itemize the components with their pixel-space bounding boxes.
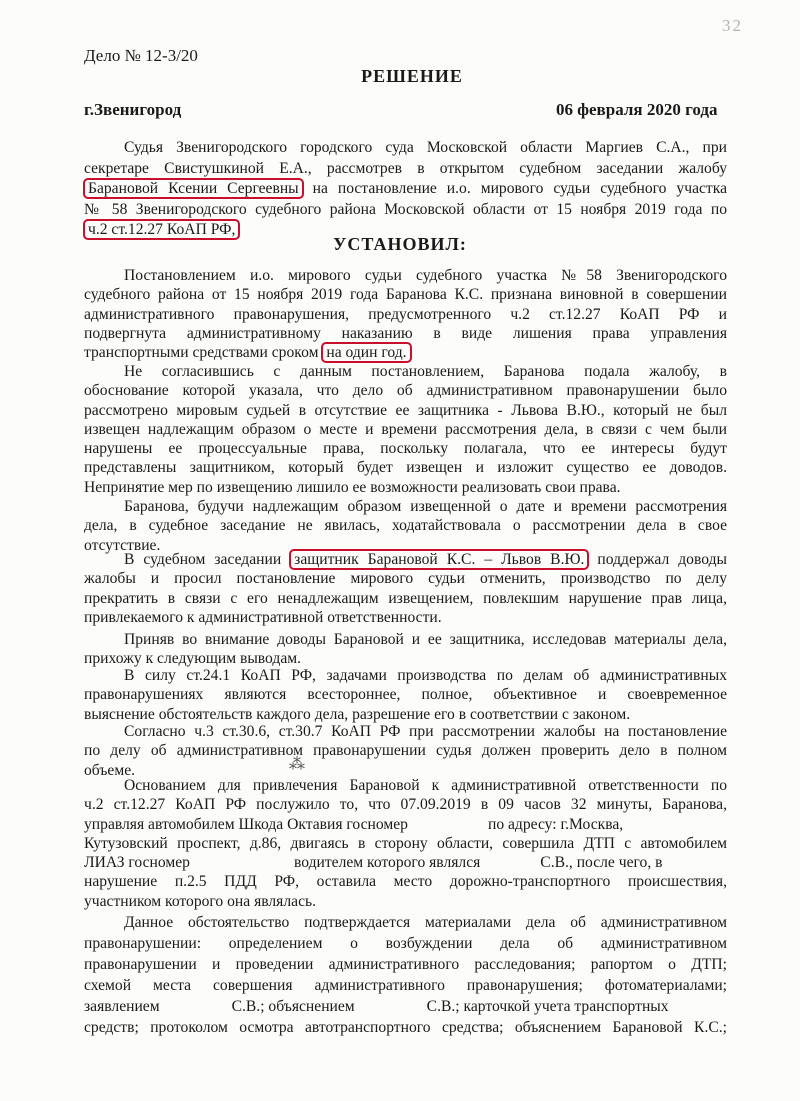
text-line: объеме. [84, 761, 136, 779]
decision-date: 06 февраля 2020 года [556, 100, 718, 119]
text-line: Приняв во внимание доводы Барановой и ее защитника, исследовав материалы дела, [124, 631, 727, 648]
paragraph [84, 912, 727, 1038]
text-line: Баранова, будучи надлежащим образом извещенной о дате и времени рассмотрения [124, 498, 727, 515]
case-number: Дело № 12-3/20 [84, 46, 198, 65]
text-line: обоснование которой указала, что дело об административном правонарушении было [84, 382, 727, 400]
text-fragment: С.В., после чего, в [540, 854, 663, 872]
highlight-penalty-term: на один год. [321, 342, 411, 363]
text-line: прекратить в связи с его ненадлежащим извещением, повлекшим нарушение прав лица, [84, 589, 727, 607]
text-fragment: по адресу: г.Москва, [487, 815, 624, 833]
text-line: ч.2 ст.12.27 КоАП РФ послужило то, что 07.09.2019 в 09 часов 32 минуты, Баранова, [84, 796, 727, 814]
paragraph [84, 497, 727, 555]
text-line: секретаре Свистушкиной Е.А., рассмотрев в открытом судебном заседании жалобу [84, 159, 727, 177]
paragraph [84, 776, 727, 911]
text-line: извещен надлежащим образом о месте и времени рассмотрения дела, в связи с чем были [84, 420, 727, 438]
text-line: привлекаемого к административной ответственности. [84, 608, 442, 626]
text-line: выяснение обстоятельств каждого дела, разрешение его в соответствии с законом. [84, 705, 631, 723]
text-line: Постановлением и.о. мирового судьи судебного участка №58 Звенигородского [124, 267, 727, 284]
text-line [84, 343, 727, 362]
text-line [84, 996, 727, 1017]
corner-mark: 32 [722, 16, 743, 35]
text-line: Не согласившись с данным постановлением, Баранова подала жалобу, в [124, 363, 727, 380]
text-fragment: заявлением [84, 998, 160, 1015]
text-line: судебного района от 15 ноября 2019 года Баранова К.С. признана виновной в совершении [84, 286, 727, 304]
paragraph [84, 630, 727, 669]
document-title: РЕШЕНИЕ [361, 66, 463, 86]
text-line [84, 853, 727, 872]
text-line: схемой места совершения административного правонарушения; фотоматериалами; [84, 977, 727, 994]
text-line: представлены защитником, который будет извещен и изложит существо ее доводов. [84, 459, 727, 477]
text-line: подвергнута административному наказанию в виде лишения права управления [84, 324, 727, 342]
section-heading: УСТАНОВИЛ: [333, 234, 467, 254]
text-line [84, 550, 727, 569]
highlight-applicant-name: Барановой Ксении Сергеевны [83, 178, 304, 199]
text-line [84, 179, 727, 200]
text-line: жалобы и просил постановление мирового судьи отменить, производство по делу [84, 570, 727, 588]
text-line: правонарушении: определением о возбуждении дела об административном [84, 935, 727, 952]
highlight-defender: защитник Барановой К.С. – Львов В.Ю. [289, 549, 589, 570]
highlight-article: ч.2 ст.12.27 КоАП РФ, [83, 219, 240, 240]
text-fragment: водителем которого являлся [293, 854, 481, 872]
text-line: средств; протоколом осмотра автотранспортного средства; объяснением Барановой К.С.; [84, 1019, 727, 1036]
paragraph [84, 666, 727, 724]
text-line: правонарушениях являются всестороннее, полное, объективное и своевременное [84, 686, 727, 704]
text-line: Основанием для привлечения Барановой к административной ответственности по [124, 777, 727, 794]
text-fragment: управляя автомобилем Шкода Октавия госномер [84, 815, 408, 833]
paragraph [84, 550, 727, 627]
ink-stamp-mark: ⁂ [289, 756, 305, 773]
text-line: № 58 Звенигородского судебного района Московской области от 15 ноября 2019 года по [84, 200, 727, 218]
text-line [84, 815, 727, 834]
text-line: Кутузовский проспект, д.86, двигаясь в сторону области, совершила ДТП с автомобилем [84, 834, 727, 852]
text-fragment: на постановление и.о. мирового судьи судебного участка [302, 180, 727, 198]
text-line: нарушены ее процессуальные права, поскольку полагала, что ее интересы будут [84, 440, 727, 458]
text-line: нарушение п.2.5 ПДД РФ, оставила место дорожно-транспортного происшествия, [84, 873, 727, 891]
text-fragment: С.В.; карточкой учета транспортных [426, 998, 669, 1015]
paragraph [84, 362, 727, 497]
text-line: правонарушении и проведении административного расследования; рапортом о ДТП; [84, 956, 727, 973]
city: г.Звенигород [84, 100, 182, 119]
text-line: дела, в судебное заседание не явилась, ходатайствовала о рассмотрении дела в свое [84, 517, 727, 535]
text-fragment: транспортными средствами сроком [84, 344, 323, 362]
text-line: отсутствие. [84, 536, 161, 554]
text-line: Данное обстоятельство подтверждается материалами дела об административном [124, 914, 727, 931]
text-line: рассмотрено мировым судьей в отсутствие ее защитника - Львова В.Ю., который не был [84, 401, 727, 419]
text-line: Судья Звенигородского городского суда Московской области Маргиев С.А., при [124, 139, 727, 156]
text-fragment: поддержал доводы [588, 551, 727, 568]
text-line: участником которого она являлась. [84, 892, 316, 910]
text-line: Непринятие мер по извещению лишило ее возможности реализовать свои права. [84, 478, 621, 496]
text-line: Согласно ч.3 ст.30.6, ст.30.7 КоАП РФ при рассмотрении жалобы на постановление [124, 723, 727, 740]
text-line: прихожу к следующим выводам. [84, 650, 302, 668]
text-line: по делу об административном правонарушении судья должен проверить дело в полном [84, 742, 727, 760]
intro-paragraph [84, 138, 727, 241]
text-line: В силу ст.24.1 КоАП РФ, задачами производства по делам об административных [124, 667, 727, 684]
text-line: административного правонарушения, предусмотренного ч.2 ст.12.27 КоАП РФ и [84, 305, 727, 323]
text-fragment: В судебном заседании [124, 551, 291, 568]
text-fragment: С.В.; объяснением [231, 998, 355, 1015]
text-fragment: ЛИАЗ госномер [84, 854, 190, 872]
paragraph [84, 722, 727, 780]
paragraph [84, 266, 727, 362]
